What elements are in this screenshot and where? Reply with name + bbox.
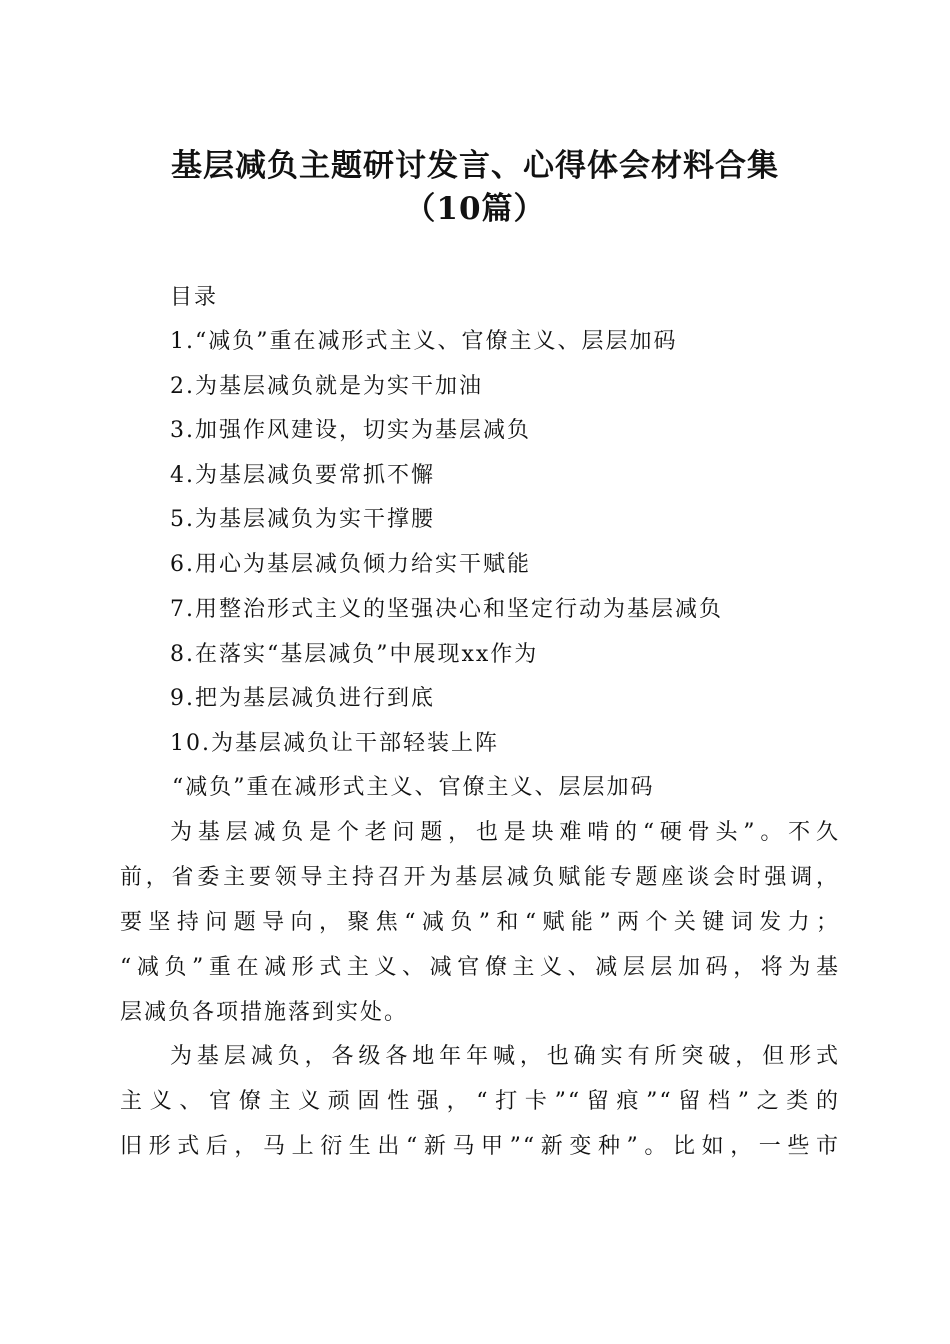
paragraph-line: 为基层减负，各级各地年年喊，也确实有所突破，但形式 [170,1044,840,1069]
document-title-line2: （10篇） [404,191,546,227]
paragraph-line: 旧形式后，马上衍生出“新马甲”“新变种”。比如，一些市 [120,1134,840,1159]
document-title-line1: 基层减负主题研讨发言、心得体会材料合集 [171,148,779,184]
body-paragraph-2 [120,1034,840,1169]
toc-item: 10.为基层减负让干部轻装上阵 [170,731,499,756]
paragraph-line: 主义、官僚主义顽固性强，“打卡”“留痕”“留档”之类的 [120,1089,840,1114]
paragraph-line: 为基层减负是个老问题，也是块难啃的“硬骨头”。不久 [170,820,840,845]
body-paragraph-1 [120,810,840,1035]
toc-item: 7.用整治形式主义的坚强决心和坚定行动为基层减负 [170,597,723,622]
toc-item: 8.在落实“基层减负”中展现xx作为 [170,642,539,667]
toc-item: 3.加强作风建设，切实为基层减负 [170,418,531,443]
toc-item: 9.把为基层减负进行到底 [170,686,435,711]
section-heading: “减负”重在减形式主义、官僚主义、层层加码 [172,775,655,800]
paragraph-line: 前，省委主要领导主持召开为基层减负赋能专题座谈会时强调， [120,865,840,890]
paragraph-line: “减负”重在减形式主义、减官僚主义、减层层加码，将为基 [120,955,840,980]
toc-item: 6.用心为基层减负倾力给实干赋能 [170,552,531,577]
toc-heading: 目录 [170,285,219,310]
paragraph-line: 要坚持问题导向，聚焦“减负”和“赋能”两个关键词发力； [120,910,840,935]
toc-item: 1.“减负”重在减形式主义、官僚主义、层层加码 [170,329,678,354]
toc-item: 4.为基层减负要常抓不懈 [170,463,435,488]
toc-item: 5.为基层减负为实干撑腰 [170,507,435,532]
paragraph-line: 层减负各项措施落到实处。 [120,1000,409,1025]
toc-item: 2.为基层减负就是为实干加油 [170,374,483,399]
